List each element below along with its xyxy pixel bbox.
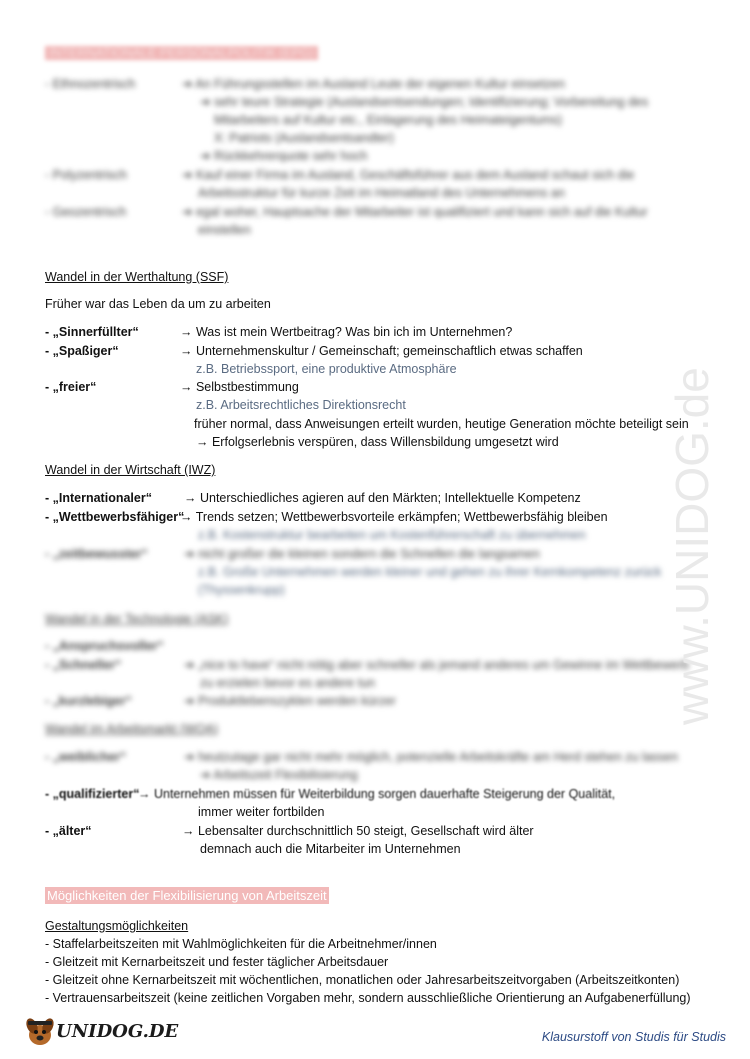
text-zeitbewusster: ➔ nicht großer die kleinen sondern die Schnellen die langsamen xyxy=(184,547,540,561)
geo-line-2: einstellen xyxy=(198,223,251,237)
ethno-line-4: X: Patriots (Auslandsentsandter) xyxy=(214,131,394,145)
watermark xyxy=(660,270,730,730)
heading-wirtschaft: Wandel in der Wirtschaft (IWZ) xyxy=(45,463,216,477)
text-internationaler: → Unterschiedliches agieren auf den Märkten; Intellektuelle Kompetenz xyxy=(184,491,581,505)
unidog-logo xyxy=(22,1013,179,1049)
list-item: - Staffelarbeitszeiten mit Wahlmöglichkeiten für die Arbeitnehmer/innen xyxy=(45,937,437,951)
logo-text: UNIDOG.DE xyxy=(56,1021,179,1042)
section-header-flexibilisierung: Möglichkeiten der Flexibilisierung von Arbeitszeit xyxy=(47,888,327,903)
label-anspruchsvoller: - „Anspruchsvoller“ xyxy=(45,639,164,653)
label-weiblicher: - „weiblicher“ xyxy=(45,750,127,764)
label-wettbewerbsfaehiger: - „Wettbewerbsfähiger“ xyxy=(45,510,185,524)
poly-line-1: ➔ Kauf einer Firma im Ausland, Geschäftsführer aus dem Ausland schaut sich die xyxy=(182,168,635,182)
text-aelter-2: demnach auch die Mitarbeiter im Unternehmen xyxy=(200,842,461,856)
text-weiblicher: ➔ heutzutage gar nicht mehr möglich, potenzielle Arbeitskräfte am Herd stehen zu lassen xyxy=(184,750,679,764)
geo-label: - Geozentrisch xyxy=(45,205,127,219)
text-qualifizierter-2: immer weiter fortbilden xyxy=(198,805,325,819)
poly-label: - Polyzentrisch xyxy=(45,168,127,182)
list-item: - Vertrauensarbeitszeit (keine zeitlichen Vorgaben mehr, sondern ausschließliche Orientierung an Aufgabenerfüllung) xyxy=(45,991,691,1005)
text-sinnerfuellter: → Was ist mein Wertbeitrag? Was bin ich im Unternehmen? xyxy=(180,325,513,339)
ethno-line-3: Mitarbeiters auf Kultur etc., Einlagerung des Heimateigentums) xyxy=(214,113,563,127)
ethno-label: - Ethnozentrisch xyxy=(45,77,136,91)
geo-line-1: ➔ egal woher, Hauptsache der Mitarbeiter ist qualifiziert und kann sich auf die Kultur xyxy=(182,205,648,219)
list-item: - Gleitzeit ohne Kernarbeitszeit mit wöchentlichen, monatlichen oder Jahresarbeitszeitvorgaben (Arbeitszeitkonten) xyxy=(45,973,680,987)
example-freier: z.B. Arbeitsrechtliches Direktionsrecht xyxy=(196,398,406,412)
ethno-line-1: ➔ An Führungsstellen im Ausland Leute der eigenen Kultur einsetzen xyxy=(182,77,565,91)
freier-line-2: früher normal, dass Anweisungen erteilt wurden, heutige Generation möchte beteiligt sein xyxy=(194,417,689,431)
text-schneller: ➔ „nice to have“ nicht nötig aber schneller als jemand anderes um Gewinne im Wettbewerb xyxy=(184,658,689,672)
label-schneller: - „Schneller“ xyxy=(45,658,122,672)
section-header-international: INTERNATIONALE PERSONALPOLITIK (EPG) xyxy=(45,44,318,62)
example-zeitbewusster: z.B. Große Unternehmen werden kleiner und gehen zu ihrer Kernkompetenz zurück xyxy=(198,565,662,579)
label-kurzlebiger: - „kurzlebiger“ xyxy=(45,694,132,708)
example-spassiger: z.B. Betriebssport, eine produktive Atmosphäre xyxy=(196,362,457,376)
text-qualifizierter: → Unternehmen müssen für Weiterbildung sorgen dauerhafte Steigerung der Qualität, xyxy=(138,787,616,801)
example-zeitbewusster-2: (Thyssenkrupp) xyxy=(198,583,285,597)
text-aelter: → Lebensalter durchschnittlich 50 steigt, Gesellschaft wird älter xyxy=(182,824,534,838)
intro-text: Früher war das Leben da um zu arbeiten xyxy=(45,297,271,311)
list-item: - Gleitzeit mit Kernarbeitszeit und fester täglicher Arbeitsdauer xyxy=(45,955,389,969)
label-internationaler: - „Internationaler“ xyxy=(45,491,152,505)
text-freier: → Selbstbestimmung xyxy=(180,380,299,394)
text-schneller-2: zu erzielen bevor es andere tun xyxy=(200,676,376,690)
heading-technologie: Wandel in der Technologie (ASK) xyxy=(45,612,229,626)
example-wettbewerbsfaehiger: z.B. Kostenstruktur bearbeiten um Kostenführerschaft zu übernehmen xyxy=(198,528,586,542)
ethno-line-5: ➔ Rückkehrerquote sehr hoch xyxy=(200,149,368,163)
ethno-line-2: ➔ sehr teure Strategie (Auslandsentsendungen; Identifizierung; Vorbereitung des xyxy=(200,95,649,109)
label-aelter: - „älter“ xyxy=(45,824,92,838)
text-wettbewerbsfaehiger: → Trends setzen; Wettbewerbsvorteile erkämpfen; Wettbewerbsfähig bleiben xyxy=(180,510,608,524)
footer-tagline: Klausurstoff von Studis für Studis xyxy=(541,1030,726,1044)
label-freier: - „freier“ xyxy=(45,380,97,394)
text-spassiger: → Unternehmenskultur / Gemeinschaft; gemeinschaftlich etwas schaffen xyxy=(180,344,583,358)
poly-line-2: Arbeitsstruktur für kurze Zeit im Heimatland des Unternehmens an xyxy=(198,186,565,200)
watermark-text: www.UNIDOG.de xyxy=(666,367,718,725)
freier-line-3: → Erfolgserlebnis verspüren, dass Willensbildung umgesetzt wird xyxy=(196,435,559,449)
label-spassiger: - „Spaßiger“ xyxy=(45,344,119,358)
heading-arbeitsmarkt: Wandel im Arbeitsmarkt (WQA) xyxy=(45,722,219,736)
text-kurzlebiger: ➔ Produktlebenszyklen werden kürzer xyxy=(184,694,396,708)
text-weiblicher-2: ➔ Arbeitszeit Flexibilisierung xyxy=(200,768,358,782)
label-sinnerfuellter: - „Sinnerfüllter“ xyxy=(45,325,139,339)
dog-icon xyxy=(22,1013,58,1049)
label-zeitbewusster: - „zeitbewusster“ xyxy=(45,547,148,561)
label-qualifizierter: - „qualifizierter“ xyxy=(45,787,140,801)
subheading-gestaltung: Gestaltungsmöglichkeiten xyxy=(45,919,189,933)
heading-werthaltung: Wandel in der Werthaltung (SSF) xyxy=(45,270,229,284)
